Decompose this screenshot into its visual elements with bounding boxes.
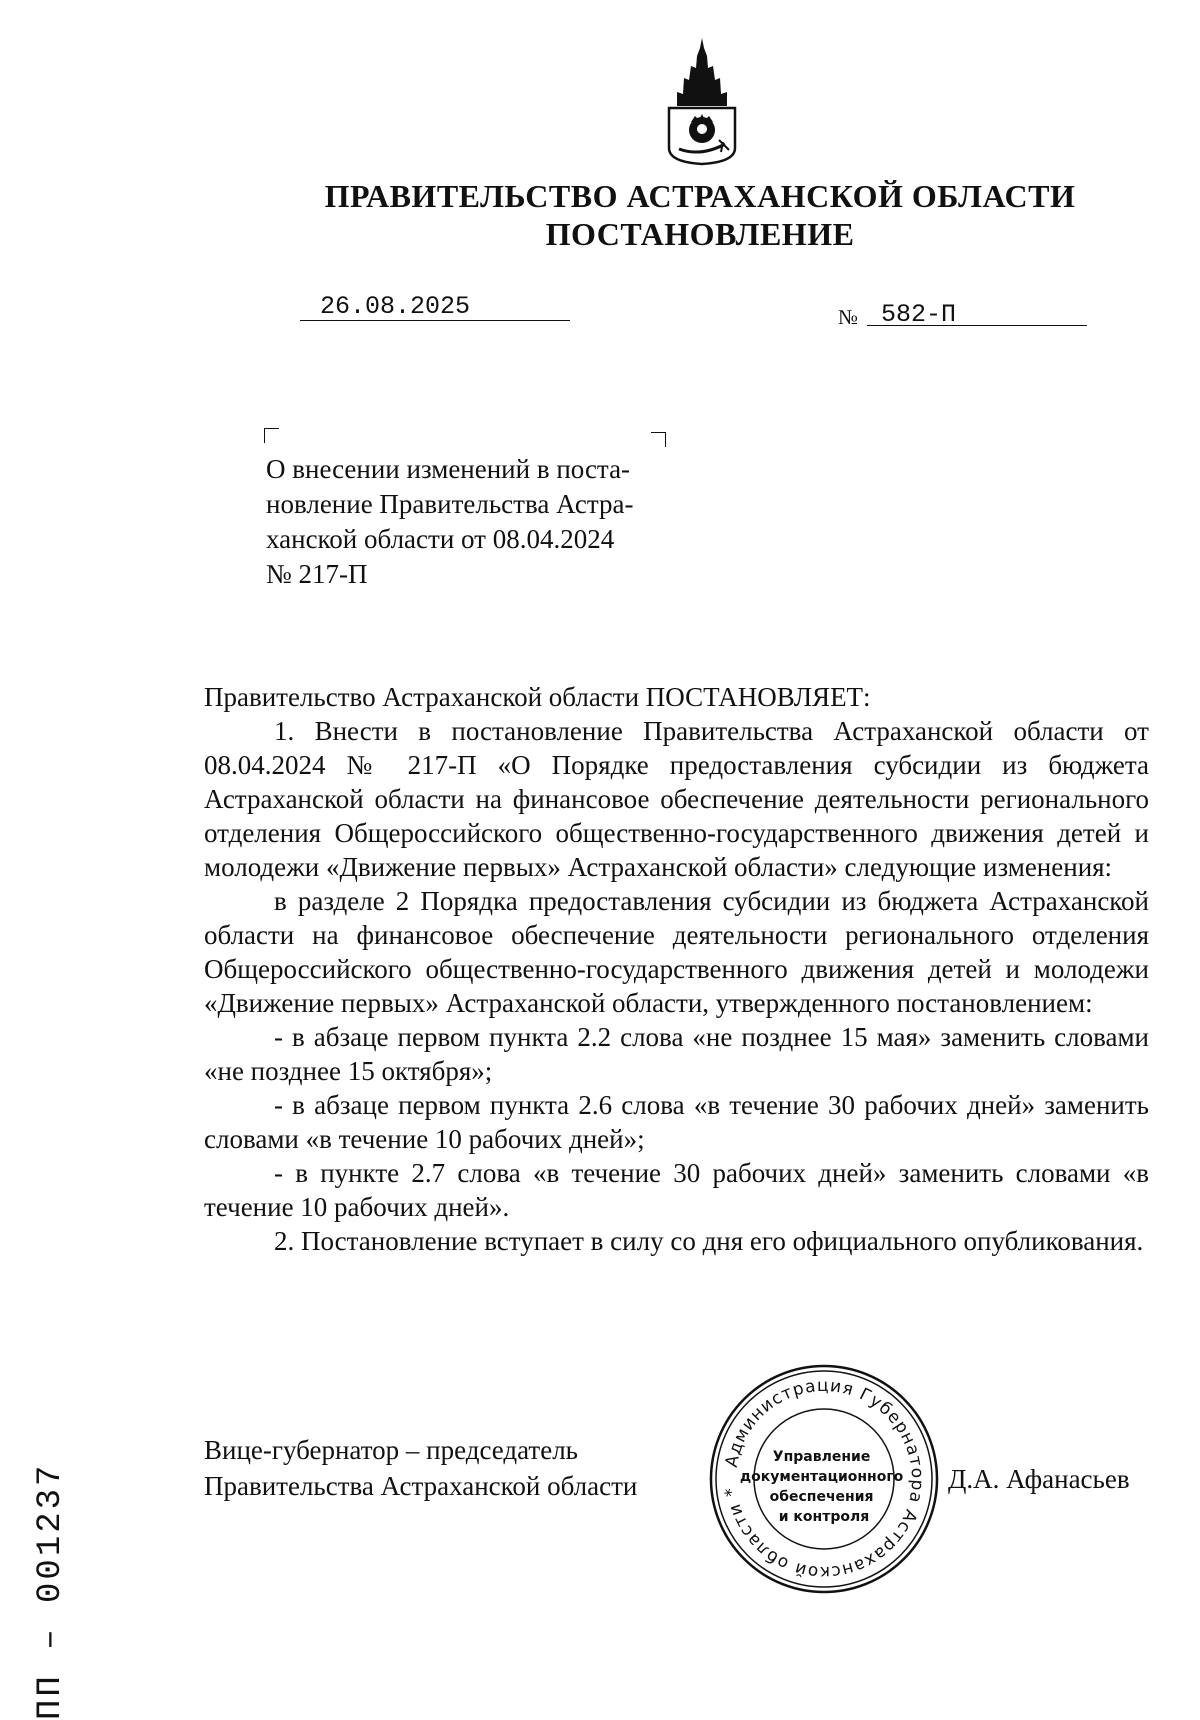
subject-line: ханской области от 08.04.2024 [266,524,615,554]
clause-2: 2. Постановление вступает в силу со дня его официального опубликования. [274,1226,1144,1256]
organization-title: ПРАВИТЕЛЬСТВО АСТРАХАНСКОЙ ОБЛАСТИ [324,178,1076,214]
side-registration-code: ПП – 001237 [32,1462,70,1720]
document-type-title: ПОСТАНОВЛЕНИЕ [545,216,855,252]
subject-line: О внесении изменений в поста- [266,454,631,484]
position-line: Правительства Астраханской области [204,1471,638,1501]
clause-section: в разделе 2 Порядка предоставления субсидии из бюджета Астраханской области на финансовое обеспечение деятельности регионального отделения Общероссийского общественно-государственного движения детей и молодежи «Движение первых» Астраханской области, утвержденного постановлением: [204,886,1149,1018]
seal-center-line: Управление [772,1449,871,1465]
seal-center-line: документационного [739,1469,904,1485]
official-seal [708,1363,940,1595]
subject-corner-right [651,432,666,447]
number-sign: № [838,305,859,329]
signatory-position [204,1432,637,1504]
change-item-2: - в абзаце первом пункта 2.6 слова «в течение 30 рабочих дней» заменить словами «в течение 10 рабочих дней»; [204,1090,1149,1154]
signatory-name: Д.А. Афанасьев [948,1464,1130,1494]
document-number: 582-П [881,300,957,329]
change-item-3: - в пункте 2.7 слова «в течение 30 рабочих дней» заменить словами «в течение 10 рабочих дней». [204,1158,1149,1222]
preamble: Правительство Астраханской области ПОСТАНОВЛЯЕТ: [204,682,871,712]
position-line: Вице-губернатор – председатель [204,1435,578,1465]
subject-corner-left [264,428,279,443]
document-date: 26.08.2025 [320,292,471,321]
svg-text:Управление документационно [740,1449,908,1525]
seal-center-line: и контроля [778,1509,870,1525]
seal-ring-text: Администрация Губернатора Астраханской области * [721,1375,928,1583]
subject-line: новление Правительства Астра- [266,489,634,519]
clause-1: 1. Внести в постановление Правительства Астраханской области от 08.04.2024 № 217-П «О Порядке предоставления субсидии из бюджета Астраханской области на финансовое обеспечение деятельности регионального отделения Общероссийского общественно-государственного движения детей и молодежи «Движение первых» Астраханской области» следующие изменения: [204,716,1149,882]
change-item-1: - в абзаце первом пункта 2.2 слова «не позднее 15 мая» заменить словами «не позднее 15 октября»; [204,1022,1149,1086]
document-subject [266,452,654,592]
coat-of-arms-emblem [661,36,743,166]
document-body [204,680,1149,1258]
subject-line: № 217-П [266,559,368,589]
seal-center-line: обеспечения [769,1489,874,1505]
